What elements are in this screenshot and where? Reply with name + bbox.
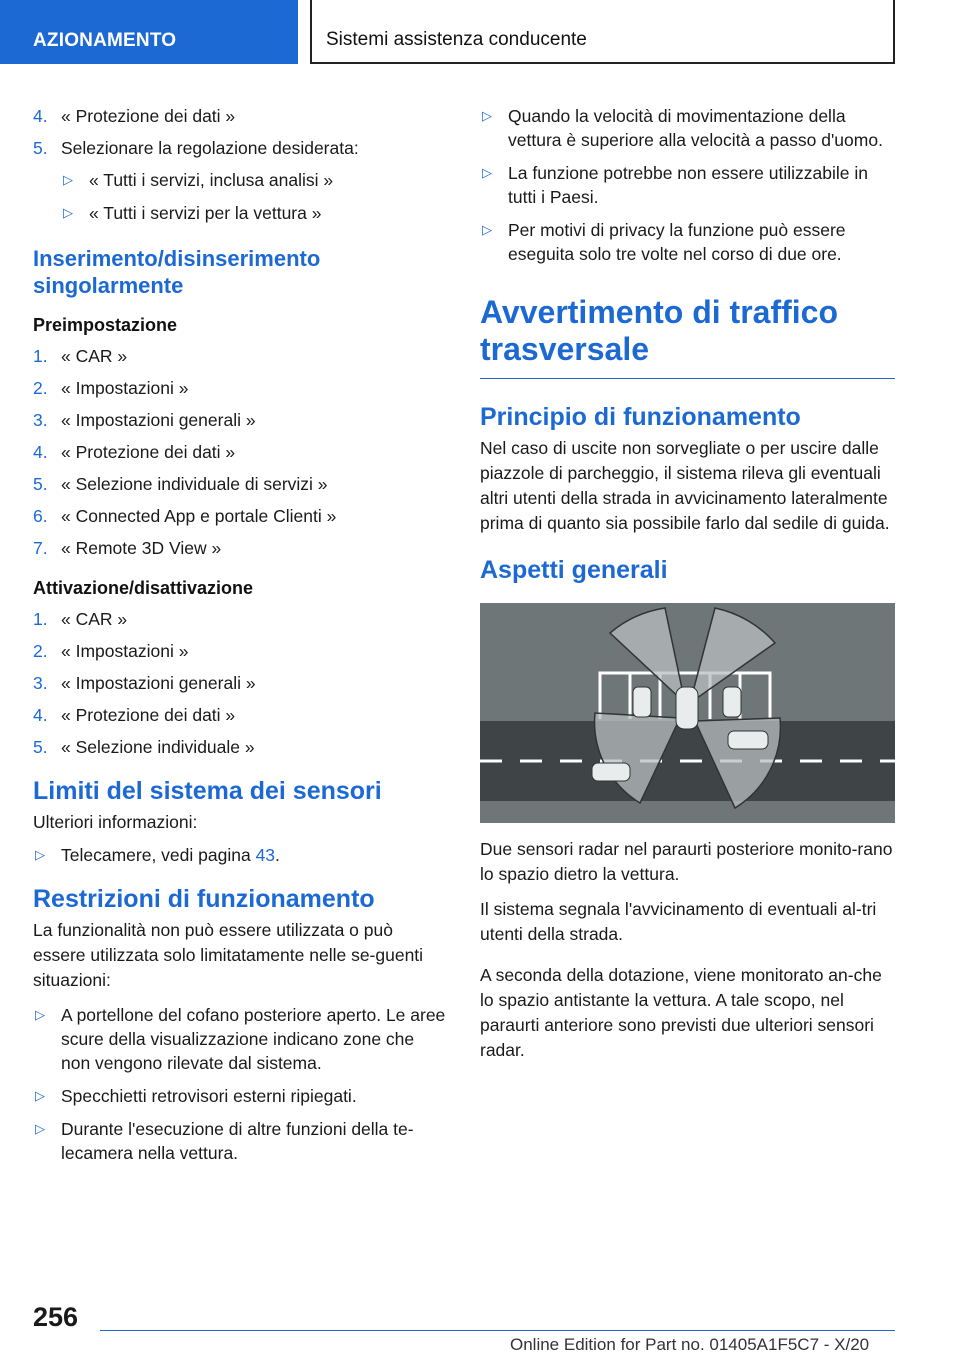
step-number: 6. — [33, 506, 48, 526]
step-text: « Remote 3D View » — [61, 538, 222, 558]
restrizioni-item: A portellone del cofano posteriore aperto. Le aree scure della visualizzazione indicano zone che non vengono rilevate dal sistema. — [61, 1005, 446, 1073]
left-column — [33, 104, 447, 1174]
list-item — [480, 161, 895, 209]
list-item — [33, 1117, 447, 1165]
limiti-item-text: Telecamere, vedi pagina — [61, 845, 256, 865]
heading-aspetti: Aspetti generali — [480, 556, 668, 584]
restrizioni-intro: La funzionalità non può essere utilizzata o può essere utilizzata solo limitatamente nelle se-guenti situazioni: — [33, 920, 424, 990]
list-item — [33, 536, 447, 560]
step-number: 4. — [33, 106, 48, 126]
list-item — [33, 843, 447, 867]
step-number: 5. — [33, 138, 48, 158]
list-item — [33, 703, 447, 727]
aspetti-para-2: Il sistema segnala l'avvicinamento di eventuali al-tri utenti della strada. — [480, 899, 877, 944]
heading-inserimento: Inserimento/disinserimento singolarmente — [33, 246, 321, 298]
triangle-bullet-icon: ▷ — [63, 172, 73, 187]
section-title: Sistemi assistenza conducente — [310, 0, 895, 64]
triangle-bullet-icon: ▷ — [35, 1007, 45, 1022]
triangle-bullet-icon: ▷ — [35, 1121, 45, 1136]
restriction-text: Per motivi di privacy la funzione può essere eseguita solo tre volte nel corso di due ore. — [508, 220, 846, 264]
step-number: 2. — [33, 641, 48, 661]
right-top-list — [480, 104, 895, 266]
restriction-text: La funzione potrebbe non essere utilizzabile in tutti i Paesi. — [508, 163, 868, 207]
heading-avvertimento: Avvertimento di traffico trasversale — [480, 294, 838, 367]
list-item — [33, 1003, 447, 1075]
list-item — [33, 472, 447, 496]
list-item — [33, 376, 447, 400]
list-item — [61, 168, 447, 192]
list-item — [33, 136, 447, 160]
heading-rule — [480, 378, 895, 379]
list-item — [33, 639, 447, 663]
list-item — [33, 504, 447, 528]
limiti-item — [61, 843, 447, 867]
step-text: Selezionare la regolazione desiderata: — [61, 138, 359, 158]
triangle-bullet-icon: ▷ — [482, 108, 492, 123]
chapter-tab: AZIONAMENTO — [0, 0, 298, 64]
limiti-item-end: . — [275, 845, 280, 865]
heading-principio: Principio di funzionamento — [480, 403, 801, 431]
step-text: « Impostazioni generali » — [61, 673, 256, 693]
step-number: 2. — [33, 378, 48, 398]
cross-traffic-illustration — [480, 603, 895, 823]
list-item — [480, 218, 895, 266]
triangle-bullet-icon: ▷ — [63, 205, 73, 220]
attivazione-list — [33, 607, 447, 759]
heading-restrizioni: Restrizioni di funzionamento — [33, 885, 375, 913]
restrizioni-list — [33, 1003, 447, 1165]
list-item — [33, 607, 447, 631]
restrizioni-item: Specchietti retrovisori esterni ripiegati. — [61, 1086, 357, 1106]
principio-text: Nel caso di uscite non sorvegliate o per uscire dalle piazzole di parcheggio, il sistema rileva gli eventuali altri utenti della strada in avvicinamento lateralmente prima di quanto sia possibile farlo dal sedile di guida. — [480, 438, 890, 533]
limiti-intro: Ulteriori informazioni: — [33, 812, 198, 832]
step-number: 3. — [33, 673, 48, 693]
option-text: « Tutti i servizi per la vettura » — [89, 203, 322, 223]
footer-edition: Online Edition for Part no. 01405A1F5C7 - X/20 — [510, 1335, 870, 1354]
step-text: « CAR » — [61, 346, 128, 366]
step-text: « Impostazioni generali » — [61, 410, 256, 430]
step-number: 1. — [33, 609, 48, 629]
step-text: « Protezione dei dati » — [61, 106, 236, 126]
limiti-list — [33, 843, 447, 867]
preimpostazione-list — [33, 344, 447, 560]
triangle-bullet-icon: ▷ — [482, 165, 492, 180]
triangle-bullet-icon: ▷ — [35, 1088, 45, 1103]
page-link[interactable]: 43 — [255, 845, 276, 865]
step-number: 5. — [33, 474, 48, 494]
step-number: 4. — [33, 442, 48, 462]
list-item — [33, 735, 447, 759]
step-text: « Protezione dei dati » — [61, 442, 236, 462]
step-text: « Protezione dei dati » — [61, 705, 236, 725]
page-number: 256 — [33, 1302, 79, 1332]
list-item — [33, 671, 447, 695]
step-number: 7. — [33, 538, 48, 558]
heading-limiti: Limiti del sistema dei sensori — [33, 777, 382, 805]
footer-rule — [100, 1330, 895, 1331]
step-text: « CAR » — [61, 609, 128, 629]
step-number: 1. — [33, 346, 48, 366]
aspetti-para-1: Due sensori radar nel paraurti posteriore monito-rano lo spazio dietro la vettura. — [480, 839, 893, 884]
step-number: 5. — [33, 737, 48, 757]
heading-preimpostazione: Preimpostazione — [33, 315, 178, 335]
radar-coverage-diagram — [480, 603, 895, 823]
heading-attivazione: Attivazione/disattivazione — [33, 578, 254, 598]
right-column — [480, 104, 895, 1063]
step-number: 4. — [33, 705, 48, 725]
list-item — [33, 408, 447, 432]
list-item — [480, 104, 895, 152]
option-text: « Tutti i servizi, inclusa analisi » — [89, 170, 334, 190]
step-text: « Selezione individuale » — [61, 737, 255, 757]
restrizioni-item: Durante l'esecuzione di altre funzioni della te-lecamera nella vettura. — [61, 1119, 414, 1163]
step-text: « Impostazioni » — [61, 378, 189, 398]
list-item — [33, 104, 447, 128]
step-text: « Connected App e portale Clienti » — [61, 506, 337, 526]
list-item — [33, 344, 447, 368]
triangle-bullet-icon: ▷ — [35, 847, 45, 862]
sub-options-list — [33, 168, 447, 225]
step-text: « Selezione individuale di servizi » — [61, 474, 328, 494]
list-item — [33, 440, 447, 464]
step-number: 3. — [33, 410, 48, 430]
top-steps-list — [33, 104, 447, 160]
restriction-text: Quando la velocità di movimentazione della vettura è superiore alla velocità a passo d'uomo. — [508, 106, 883, 150]
triangle-bullet-icon: ▷ — [482, 222, 492, 237]
list-item — [61, 201, 447, 225]
aspetti-para-3: A seconda della dotazione, viene monitorato an-che lo spazio antistante la vettura. A tale scopo, nel paraurti anteriore sono previsti due ulteriori sensori radar. — [480, 965, 882, 1060]
step-text: « Impostazioni » — [61, 641, 189, 661]
list-item — [33, 1084, 447, 1108]
